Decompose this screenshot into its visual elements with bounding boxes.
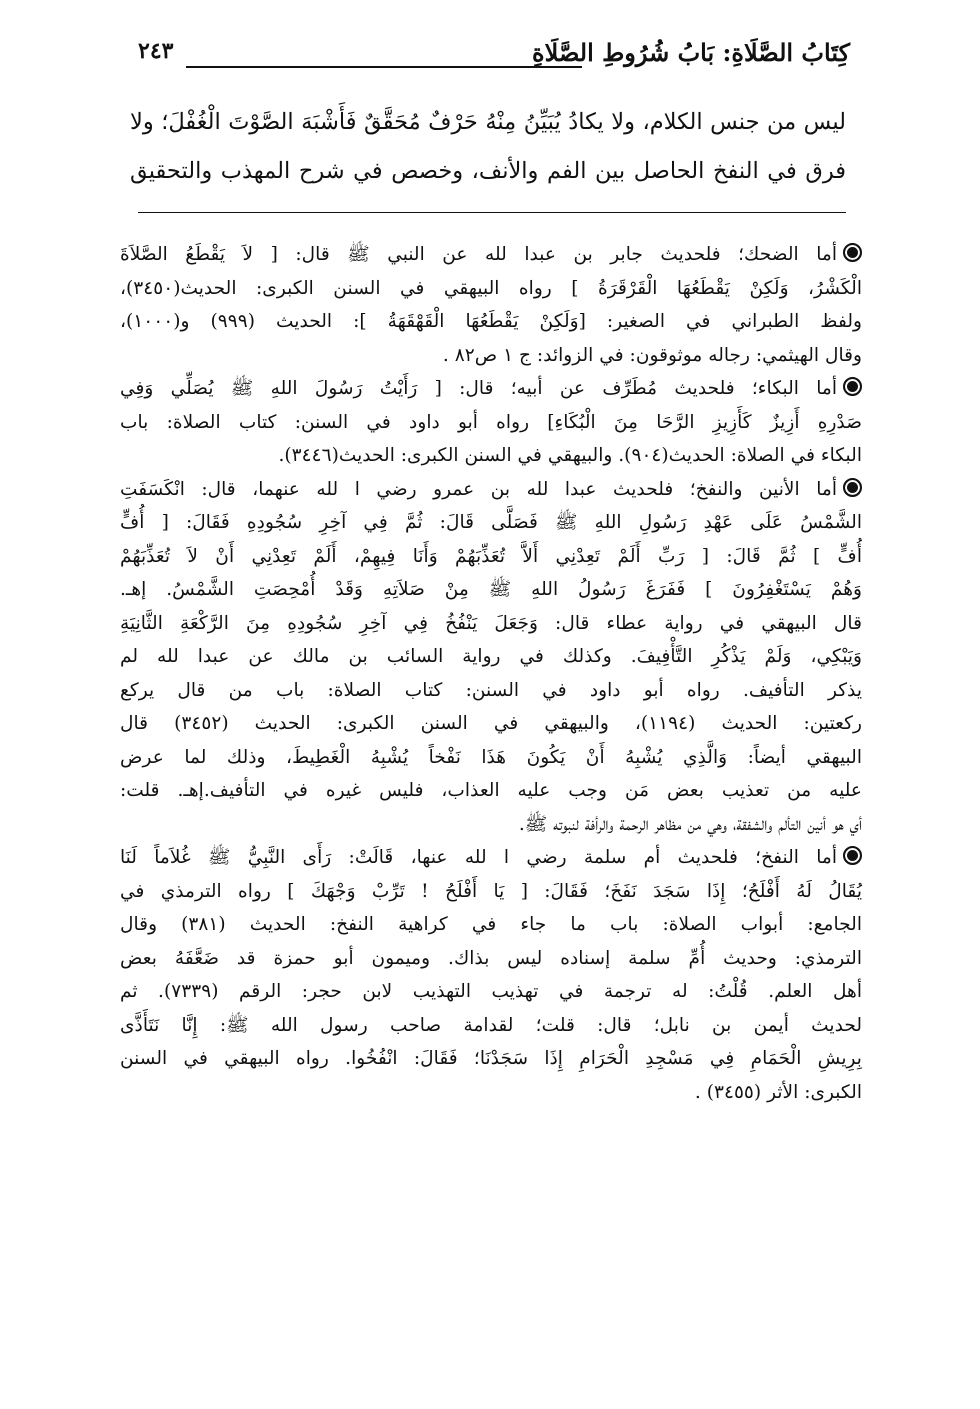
bullet-icon (843, 846, 862, 865)
page-number: ٢٤٣ (138, 38, 174, 64)
footnote-line: يذكر التأفيف. رواه أبو داود في السنن: كتاب الصلاة: باب من قال يركع (120, 679, 862, 701)
main-text-body (130, 98, 846, 196)
footnote-separator (138, 212, 846, 213)
footnote-line: يُقَالُ لَهُ أَفْلَحُ؛ إِذَا سَجَدَ نَفَخَ؛ فَقَالَ: [ يَا أَفْلَحُ ! تَرِّبْ وَجْهَكَ ] رواه الترمذي في (120, 880, 862, 902)
footnote-line: الترمذي: وحديث أُمِّ سلمة إسناده ليس بذاك. وميمون أبو حمزة قد ضَعَّفَهُ بعض (120, 947, 862, 969)
footnote-line: وَيَبْكِي، وَلَمْ يَذْكُرِ التَّأْفِيفَ. وكذلك في رواية السائب بن مالك عن عبدا لله لم (120, 646, 862, 667)
header-rule (186, 66, 582, 68)
footnote-line: أي هو أنين التألم والشفقة، وهي من مظاهر الرحمة والرأفة لنبوته ﷺ. (518, 813, 862, 835)
main-text-line: فرق في النفخ الحاصل بين الفم والأنف، وخصص في شرح المهذب والتحقيق (130, 158, 846, 184)
footnote-blowing (120, 841, 862, 1109)
footnote-moaning (120, 473, 862, 842)
footnote-line: بِرِيشِ الْحَمَامِ فِي مَسْجِدِ الْحَرَامِ إِذَا سَجَدْنَا؛ فَقَالَ: انْفُخُوا. رواه البيهقي في السنن (120, 1048, 862, 1069)
bullet-icon (843, 243, 862, 262)
footnote-line: البكاء في الصلاة: الحديث(٩٠٤). والبيهقي في السنن الكبرى: الحديث(٣٤٤٦). (278, 445, 862, 466)
bullet-icon (843, 377, 862, 396)
footnote-line: ولفظ الطبراني في الصغير: [وَلَكِنْ يَقْطَعُهَا الْقَهْقَهَةُ ]: الحديث (٩٩٩) و(١٠٠٠)، (120, 311, 863, 332)
footnote-line: قال البيهقي في رواية عطاء قال: وَجَعَلَ يَنْفُخُ فِي آخِرِ سُجُودِهِ مِنَ الرَّكْعَةِ الثَّانِيَةِ (120, 612, 862, 634)
bullet-icon (843, 478, 862, 497)
footnote-line: وَهُمْ يَسْتَغْفِرُونَ ] فَفَرَغَ رَسُولُ اللهِ ﷺ مِنْ صَلاَتِهِ وَقَدْ أُمْحِصَتِ الشَّمْسُ. إهـ. (120, 579, 862, 600)
footnote-line: أما الضحك؛ فلحديث جابر بن عبدا لله عن النبي ﷺ قال: [ لاَ يَقْطَعُ الصَّلاَةَ (120, 238, 862, 272)
footnote-line: أما البكاء؛ فلحديث مُطَرِّف عن أبيه؛ قال: [ رَأَيْتُ رَسُولَ اللهِ ﷺ يُصَلِّي وَفِي (120, 372, 862, 406)
footnote-line: أما النفخ؛ فلحديث أم سلمة رضي ا لله عنها، قَالَتْ: رَأَى النَّبِيُّ ﷺ غُلاَماً لَنَا (120, 841, 862, 875)
footnote-line: أهل العلم. قُلْتُ: له ترجمة في تهذيب التهذيب لابن حجر: الرقم (٧٣٣٩). ثم (120, 981, 863, 1002)
footnote-line: لحديث أيمن بن نابل؛ قال: قلت؛ لقدامة صاحب رسول الله ﷺ: إِنَّا نَتَأَذَّى (120, 1014, 862, 1036)
footnote-line: عليه من تعذيب بعض مَن وجب عليه العذاب، فليس غيره في التأفيف.إهـ. قلت: (120, 780, 862, 801)
main-text-line: ليس من جنس الكلام، ولا يكادُ يُبَيِّنُ مِنْهُ حَرْفٌ مُحَقَّقٌ فَأَشْبَهَ الصَّوْتَ الْغُفْلَ؛ ولا (130, 109, 846, 135)
footnote-line: أُفٍّ ] ثُمَّ قَالَ: [ رَبِّ أَلَمْ تَعِدْنِي أَلاَّ تُعَذِّبَهُمْ وَأَنَا فِيهِمْ، أَلَمْ تَعِدْنِي أَنْ لاَ تُعَذِّبَهُمْ (120, 545, 862, 567)
footnote-line: الكبرى: الأثر (٣٤٥٥) . (694, 1081, 862, 1103)
footnote-line: الشَّمْسُ عَلَى عَهْدِ رَسُولِ اللهِ ﷺ فَصَلَّى قَالَ: ثُمَّ فِي آخِرِ سُجُودِهِ فَقَالَ: [ أُفٍّ (120, 512, 862, 533)
footnote-line: الجامع: أبواب الصلاة: باب ما جاء في كراهية النفخ: الحديث (٣٨١) وقال (120, 914, 862, 935)
footnote-line: ركعتين: الحديث (١١٩٤)، والبيهقي في السنن الكبرى: الحديث (٣٤٥٢) قال (120, 713, 862, 734)
footnotes (120, 238, 862, 1109)
running-header (138, 34, 850, 74)
footnote-laughter (120, 238, 862, 372)
footnote-line: صَدْرِهِ أَزِيزٌ كَأَزِيزِ الرَّحَا مِنَ الْبُكَاءِ] رواه أبو داود في السنن: كتاب الصلاة: باب (120, 411, 862, 433)
footnote-line: وقال الهيثمي: رجاله موثوقون: في الزوائد: ج ١ ص٨٢ . (442, 344, 862, 366)
footnote-line: أما الأنين والنفخ؛ فلحديث عبدا لله بن عمرو رضي ا لله عنهما، قال: انْكَسَفَتِ (120, 473, 862, 507)
chapter-title: كِتَابُ الصَّلَاةِ: بَابُ شُرُوطِ الصَّلَاةِ (532, 38, 850, 67)
footnote-weeping (120, 372, 862, 473)
footnote-line: الْكَشْرُ، وَلَكِنْ يَقْطَعُهَا الْقَرْقَرَةُ ] رواه البيهقي في السنن الكبرى: الحديث(٣٤٥٠)، (120, 277, 862, 299)
footnote-line: البيهقي أيضاً: وَالَّذِي يُشْبِهُ أَنْ يَكُونَ هَذَا نَفْخاً يُشْبِهُ الْغَطِيطَ، وذلك لما عرض (120, 746, 862, 768)
